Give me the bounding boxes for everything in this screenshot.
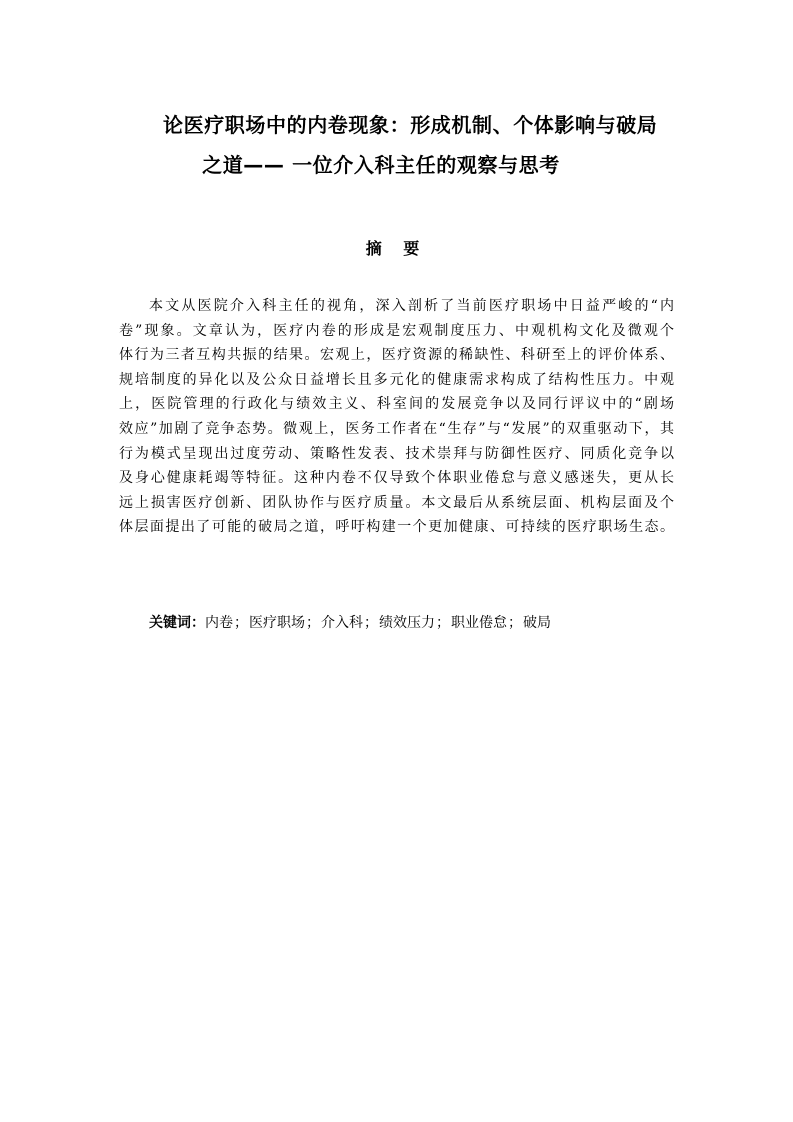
abstract-line: 上，医院管理的行政化与绩效主义、科室间的发展竞争以及同行评议中的“剧场 bbox=[119, 396, 674, 413]
paper-title-line-2: 之道—— 一位介入科主任的观察与思考 bbox=[202, 153, 560, 177]
abstract-line: 体行为三者互构共振的结果。宏观上，医疗资源的稀缺性、科研至上的评价体系、 bbox=[119, 347, 674, 364]
keyword-separator: ； bbox=[508, 615, 522, 631]
abstract-body bbox=[119, 294, 674, 540]
abstract-line: 本文从医院介入科主任的视角，深入剖析了当前医疗职场中日益严峻的“内 bbox=[149, 298, 674, 314]
keyword: 绩效压力 bbox=[379, 615, 435, 631]
abstract-line: 及身心健康耗竭等特征。这种内卷不仅导致个体职业倦怠与意义感迷失，更从长 bbox=[119, 470, 674, 487]
keywords-label: 关键词： bbox=[149, 615, 205, 631]
keyword: 医疗职场 bbox=[249, 615, 305, 631]
keyword: 介入科 bbox=[321, 615, 363, 631]
keyword: 内卷 bbox=[205, 615, 233, 631]
keyword-separator: ； bbox=[306, 615, 320, 631]
abstract-line: 远上损害医疗创新、团队协作与医疗质量。本文最后从系统层面、机构层面及个 bbox=[119, 494, 674, 511]
abstract-line: 行为模式呈现出过度劳动、策略性发表、技术崇拜与防御性医疗、同质化竞争以 bbox=[119, 445, 674, 462]
abstract-line: 体层面提出了可能的破局之道，呼吁构建一个更加健康、可持续的医疗职场生态。 bbox=[119, 519, 674, 536]
keyword: 破局 bbox=[523, 615, 551, 631]
paper-title-line-1: 论医疗职场中的内卷现象：形成机制、个体影响与破局 bbox=[163, 113, 658, 137]
keyword-separator: ； bbox=[234, 615, 248, 631]
keyword: 职业倦怠 bbox=[451, 615, 507, 631]
abstract-line: 效应”加剧了竞争态势。微观上，医务工作者在“生存”与“发展”的双重驱动下，其 bbox=[119, 420, 674, 437]
abstract-heading: 摘 要 bbox=[365, 239, 428, 258]
keywords-line bbox=[149, 613, 551, 633]
keyword-separator: ； bbox=[436, 615, 450, 631]
abstract-line: 规培制度的异化以及公众日益增长且多元化的健康需求构成了结构性压力。中观 bbox=[119, 371, 674, 388]
keyword-separator: ； bbox=[364, 615, 378, 631]
paper-title bbox=[119, 105, 673, 185]
abstract-line: 卷”现象。文章认为，医疗内卷的形成是宏观制度压力、中观机构文化及微观个 bbox=[119, 322, 674, 339]
